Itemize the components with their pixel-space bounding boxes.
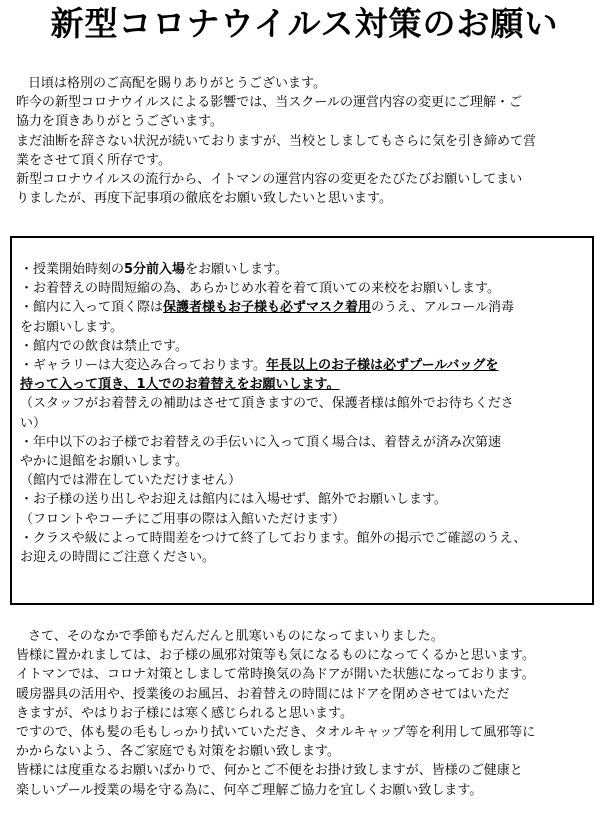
notice-line: （館内では滞在していただけません） xyxy=(20,473,242,489)
outro-line: ですので、体も髪の毛もしっかり拭いていただき、タオルキャップ等を利用して風邪等に xyxy=(16,725,536,741)
notice-line: やかに退館をお願いします。 xyxy=(20,454,188,470)
notice-line: をお願いします。 xyxy=(20,319,123,335)
outro-line: きますが、やはりお子様には寒く感じられると思います。 xyxy=(16,705,353,721)
notice-line: ・クラスや級によって時間差をつけて終了しております。館外の掲示でご確認のうえ、 xyxy=(20,530,527,546)
notice-line: ・館内での飲食は禁止です。 xyxy=(20,338,188,354)
outro-line: 皆様には度重なるお願いばかりで、何かとご不便をお掛け致しますが、皆様のご健康と xyxy=(16,763,523,779)
notice-line: （スタッフがお着替えの補助はさせて頂きますので、保護者様は館外でお待ちくださ xyxy=(20,396,514,412)
outro-line: イトマンでは、コロナ対策としまして常時換気の為ドアが開いた状態になっております。 xyxy=(16,667,535,683)
notice-emphasis: 5分前入場 xyxy=(124,262,186,277)
notice-text: ・授業開始時刻の xyxy=(20,262,125,277)
intro-line: 新型コロナウイルスの流行から、イトマンの運営内容の変更をたびたびお願いしてまい xyxy=(16,172,523,188)
notice-emphasis: 年長以上のお子様は必ずプールバッグを xyxy=(265,358,499,374)
intro-section xyxy=(16,74,601,208)
intro-line: 日頃は格別のご高配を賜りありがとうございます。 xyxy=(28,76,326,91)
notice-text: をお願いします。 xyxy=(185,262,289,277)
notice-line: お迎えの時間にご注意ください。 xyxy=(20,550,216,566)
notice-line: 持って入って頂き、1人でのお着替えをお願いします。 xyxy=(20,377,340,393)
intro-line: 業をさせて頂く所存です。 xyxy=(16,152,171,168)
outro-line: さて、そのなかで季節もだんだんと肌寒いものになってまいりました。 xyxy=(28,629,444,644)
intro-line: まだ油断を辞さない状況が続いておりますが、当校としましてもさらに気を引き締めて営 xyxy=(16,133,537,149)
notice-text: ・館内に入って頂く際は xyxy=(20,300,164,316)
outro-section xyxy=(16,627,601,800)
outro-line: 楽しいプール授業の場を守る為に、何卒ご理解ご協力を宜しくお願い致します。 xyxy=(16,782,483,798)
notice-text: ・ギャラリーは大変込み合っております。 xyxy=(20,358,266,374)
page-title: 新型コロナウイルス対策のお願い xyxy=(50,4,559,43)
notice-line: ・お子様の送り出しやお迎えは館内には入場せず、館外でお願いします。 xyxy=(20,492,447,508)
notice-emphasis: 保護者様もお子様も必ずマスク着用 xyxy=(163,300,372,316)
notice-line: （フロントやコーチにご用事の際は入館いただけます） xyxy=(20,511,346,527)
outro-line: 皆様に置かれましては、お子様の風邪対策等も気になるものになってくるかと思います。 xyxy=(16,648,535,664)
notice-line xyxy=(20,356,584,375)
notice-line: ・お着替えの時間短縮の為、あらかじめ水着を着て頂いての来校をお願いします。 xyxy=(20,281,500,297)
intro-line: 昨今の新型コロナウイルスによる影響では、当スクールの運営内容の変更にご理解・ご xyxy=(16,95,522,111)
notice-text: のうえ、アルコール消毒 xyxy=(371,300,515,316)
notice-box xyxy=(10,236,594,605)
outro-line: 暖房器具の活用や、授業後のお風呂、お着替えの時間にはドアを閉めさせてはいただ xyxy=(16,686,510,702)
intro-line: 協力を頂きありがとうございます。 xyxy=(16,114,223,130)
intro-line: りましたが、再度下記事項の徹底をお願い致したいと思います。 xyxy=(16,191,392,207)
notice-line xyxy=(20,298,584,317)
outro-line: かからないよう、各ご家庭でも対策をお願い致します。 xyxy=(16,744,340,760)
notice-line xyxy=(20,260,584,279)
notice-line: い） xyxy=(20,415,47,431)
notice-line: ・年中以下のお子様でお着替えの手伝いに入って頂く場合は、着替えが済み次第速 xyxy=(20,434,502,450)
